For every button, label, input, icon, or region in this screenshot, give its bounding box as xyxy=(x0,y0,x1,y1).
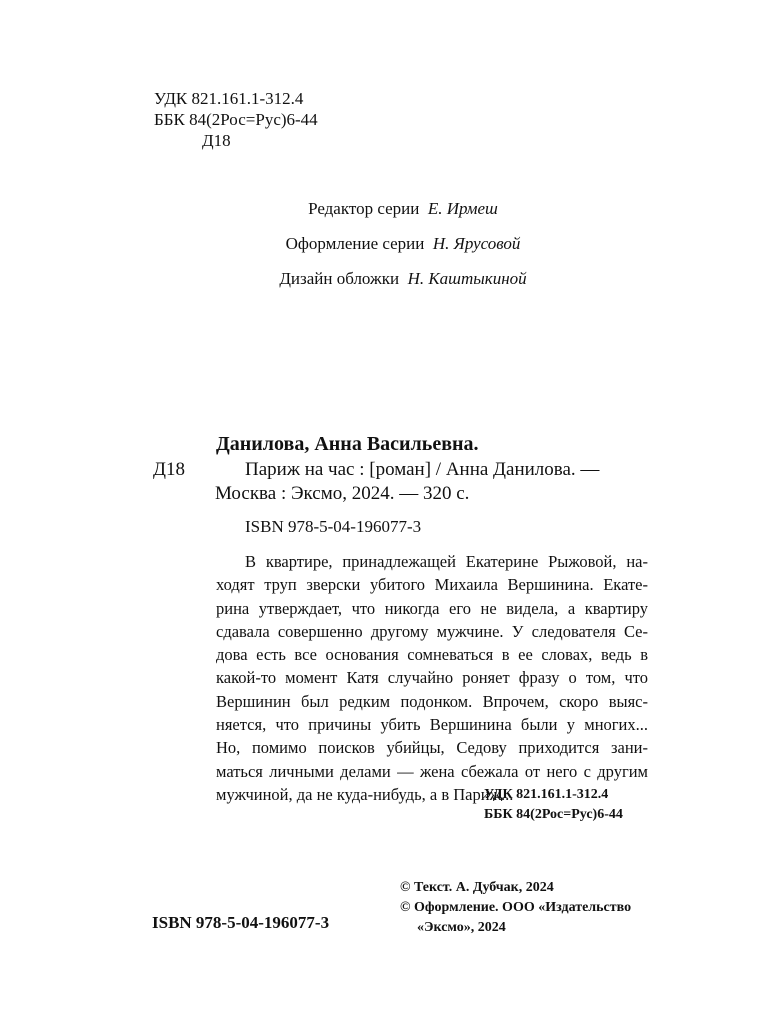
series-credits xyxy=(0,198,768,303)
copyright-block xyxy=(400,878,631,938)
credit-name: Е. Ирмеш xyxy=(427,199,498,218)
author-mark: Д18 xyxy=(202,131,231,150)
annotation-line: Но, помимо поисков убийцы, Седову приходится зани- xyxy=(216,738,648,758)
bbk-code: ББК 84(2Рос=Рус)6-44 xyxy=(154,110,318,129)
credit-role: Редактор серии xyxy=(308,199,420,218)
credit-editor xyxy=(0,198,768,233)
annotation-line: Вершинин был редким подонком. Впрочем, скоро выяс- xyxy=(216,691,648,711)
copyright-design-cont: «Эксмо», 2024 xyxy=(417,920,506,935)
bbk-code: ББК 84(2Рос=Рус)6-44 xyxy=(484,807,623,822)
credit-name: Н. Каштыкиной xyxy=(407,269,527,288)
annotation-line: какой-то момент Катя случайно роняет фразу о том, что xyxy=(216,668,648,688)
udk-code: УДК 821.161.1-312.4 xyxy=(484,787,609,802)
annotation-line: рина утверждает, что никогда его не видела, а квартиру xyxy=(216,598,648,618)
credit-role: Оформление серии xyxy=(285,234,425,253)
annotation xyxy=(216,550,648,806)
record-isbn: ISBN 978-5-04-196077-3 xyxy=(245,517,422,536)
credit-series-design xyxy=(0,233,768,268)
record-author-mark: Д18 xyxy=(153,459,185,480)
annotation-line: дова есть все основания сомневаться в ее словах, ведь в xyxy=(216,645,648,665)
credit-role: Дизайн обложки xyxy=(279,269,400,288)
publication-statement: Москва : Эксмо, 2024. — 320 с. xyxy=(215,483,470,504)
copyright-text: © Текст. А. Дубчак, 2024 xyxy=(400,880,554,895)
annotation-line: няется, что причины убить Вершинина были у многих... xyxy=(216,715,648,735)
copyright-design: © Оформление. ООО «Издательство xyxy=(400,900,632,915)
annotation-line: ходят труп зверски убитого Михаила Вершинина. Екате- xyxy=(216,575,648,595)
classification-block-bottom xyxy=(484,785,623,825)
annotation-line: сдавала совершенно другому мужчине. У следователя Се- xyxy=(216,621,648,641)
credit-cover-design xyxy=(0,268,768,303)
author-heading: Данилова, Анна Васильевна. xyxy=(216,433,479,455)
annotation-line: мужчиной, да не куда-нибудь, а в Париж... xyxy=(216,784,514,804)
annotation-line: маться личными делами — жена сбежала от него с другим xyxy=(216,761,648,781)
credit-name: Н. Ярусовой xyxy=(432,234,521,253)
footer-isbn: ISBN 978-5-04-196077-3 xyxy=(152,913,330,932)
udk-code: УДК 821.161.1-312.4 xyxy=(154,89,304,108)
title-statement: Париж на час : [роман] / Анна Данилова. — xyxy=(245,459,600,480)
classification-block-top xyxy=(154,88,318,151)
annotation-line: В квартире, принадлежащей Екатерине Рыжовой, на- xyxy=(245,552,648,571)
